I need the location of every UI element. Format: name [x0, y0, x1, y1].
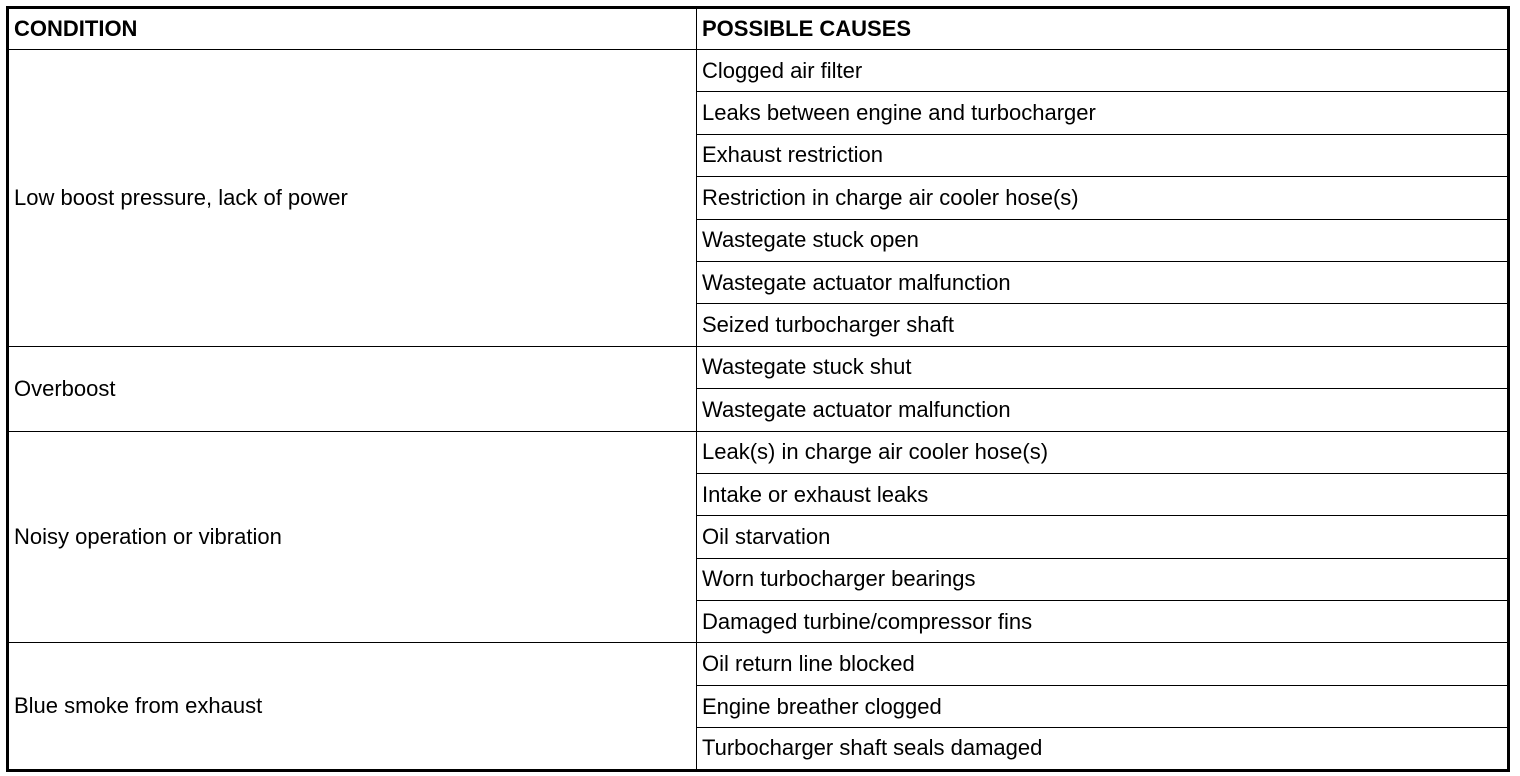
possible-cause-cell: Wastegate stuck shut: [697, 346, 1509, 388]
table-body: [8, 50, 1509, 771]
possible-causes-header: POSSIBLE CAUSES: [697, 8, 1509, 50]
condition-header: CONDITION: [8, 8, 697, 50]
possible-cause-cell: Wastegate actuator malfunction: [697, 261, 1509, 303]
header-row: [8, 8, 1509, 50]
possible-cause-cell: Oil return line blocked: [697, 643, 1509, 685]
table-row: [8, 50, 1509, 92]
possible-cause-cell: Damaged turbine/compressor fins: [697, 601, 1509, 643]
possible-cause-cell: Leak(s) in charge air cooler hose(s): [697, 431, 1509, 473]
condition-cell: Low boost pressure, lack of power: [8, 50, 697, 347]
possible-cause-cell: Leaks between engine and turbocharger: [697, 92, 1509, 134]
table-row: [8, 643, 1509, 685]
table-header: [8, 8, 1509, 50]
possible-cause-cell: Restriction in charge air cooler hose(s): [697, 177, 1509, 219]
table-row: [8, 346, 1509, 388]
condition-cell: Blue smoke from exhaust: [8, 643, 697, 770]
condition-cell: Overboost: [8, 346, 697, 431]
possible-cause-cell: Seized turbocharger shaft: [697, 304, 1509, 346]
possible-cause-cell: Wastegate stuck open: [697, 219, 1509, 261]
condition-cell: Noisy operation or vibration: [8, 431, 697, 643]
table-row: [8, 431, 1509, 473]
diagnosis-table: [6, 6, 1510, 772]
possible-cause-cell: Intake or exhaust leaks: [697, 473, 1509, 515]
possible-cause-cell: Turbocharger shaft seals damaged: [697, 728, 1509, 770]
possible-cause-cell: Wastegate actuator malfunction: [697, 389, 1509, 431]
possible-cause-cell: Oil starvation: [697, 516, 1509, 558]
possible-cause-cell: Engine breather clogged: [697, 685, 1509, 727]
possible-cause-cell: Worn turbocharger bearings: [697, 558, 1509, 600]
possible-cause-cell: Exhaust restriction: [697, 134, 1509, 176]
possible-cause-cell: Clogged air filter: [697, 50, 1509, 92]
